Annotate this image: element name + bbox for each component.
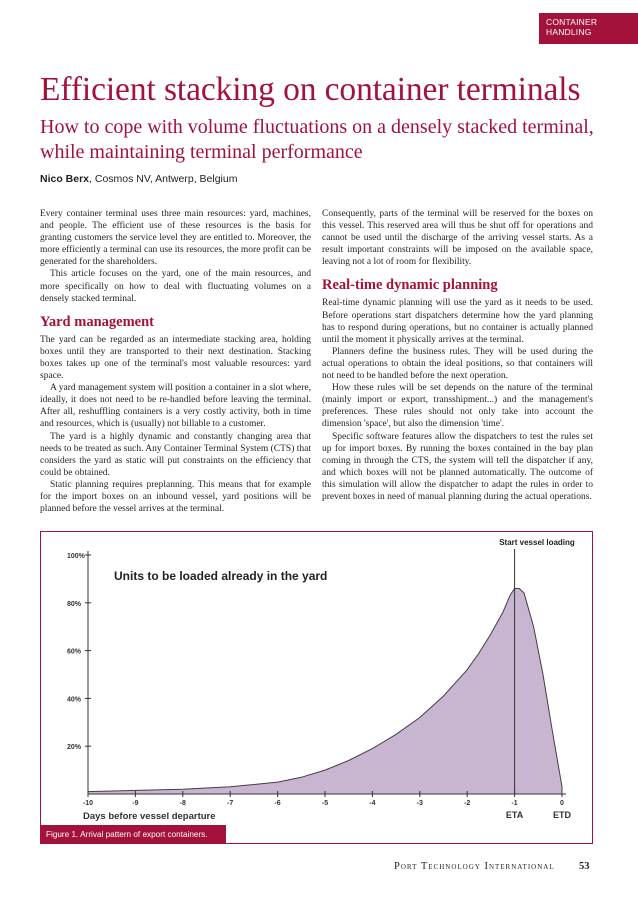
byline: [40, 173, 237, 185]
figure-caption: Figure 1. Arrival pattern of export containers.: [40, 825, 226, 844]
x-event-label: ETA: [505, 810, 524, 820]
y-tick-label: 100%: [67, 553, 85, 560]
y-tick-label: 80%: [67, 600, 82, 608]
start-loading-annotation: Start vessel loading: [499, 538, 575, 547]
x-tick-label: -3: [416, 800, 423, 807]
y-tick-label: 40%: [67, 696, 82, 704]
paragraph: Consequently, parts of the terminal will be reserved for the boxes on this vessel. This reserved area will thus be shut off for operations and cannot be used until the discharge of the arriving vessel starts. As a result important constraints will be imposed on the available space, leaving not a lot of room for flexibility.: [322, 209, 593, 268]
x-tick-label: -10: [82, 800, 94, 807]
chart-title: Units to be loaded already in the yard: [114, 569, 328, 583]
paragraph: A yard management system will position a container in a slot where, ideally, it does not need to be re-handled before leaving the terminal. After all, reshuffling containers is a very costly activity, both in time and resources, which is (usually) not billable to a customer.: [40, 383, 311, 430]
x-tick-label: -1: [511, 800, 518, 807]
x-tick-label: -2: [464, 800, 471, 807]
paragraph: The yard is a highly dynamic and constantly changing area that needs to be treated as such. Any Container Terminal System (CTS) that considers the yard as static will put constraints on the efficiency that could be obtained.: [40, 431, 311, 478]
x-tick-label: -4: [369, 800, 376, 807]
right-column: [322, 208, 593, 503]
paragraph: This article focuses on the yard, one of the main resources, and more specifically on how to deal with fluctuating volumes on a densely stacked terminal.: [40, 269, 311, 304]
page-number: 53: [579, 861, 590, 872]
section-heading-yard-management: Yard management: [40, 313, 154, 330]
paragraph: Static planning requires preplanning. This means that for example for the import boxes on an inbound vessel, yard positions will be planned before the vessel arrives at the terminal.: [40, 479, 311, 515]
section-tag: [539, 13, 638, 44]
x-axis-label: Days before vessel departure: [83, 811, 216, 822]
left-column: [40, 208, 311, 515]
series-area: [88, 589, 562, 795]
author-name: Nico Berx: [40, 173, 90, 185]
author-affiliation: , Cosmos NV, Antwerp, Belgium: [89, 173, 238, 185]
paragraph: Every container terminal uses three main resources: yard, machines, and people. The efficient use of these resources is the basis for granting customers the service level they are entitled to. Moreover, the more efficiently a terminal can use its resources, the more profit can be generated for the shareholders.: [40, 209, 311, 268]
x-tick-label: -8: [179, 800, 186, 807]
section-heading-real-time-planning: Real-time dynamic planning: [322, 277, 498, 294]
y-tick-label: 20%: [67, 744, 82, 752]
paragraph: Real-time dynamic planning will use the yard as it needs to be used. Before operations start dispatchers determine how the yard planning has to respond during operations, but no container is actually planned until the moment it physically arrives at the terminal.: [322, 298, 593, 345]
section-tag-line-2: HANDLING: [546, 27, 592, 37]
paragraph: Planners define the business rules. They will be used during the actual operations to obtain the ideal positions, so that containers will not need to be handled before the next operation.: [322, 346, 593, 382]
section-tag-line-1: CONTAINER: [546, 17, 598, 27]
article-subtitle: How to cope with volume fluctuations on a densely stacked terminal, while maintaining terminal performance: [40, 116, 594, 163]
x-tick-label: 0: [560, 800, 564, 807]
x-tick-label: -6: [274, 800, 281, 807]
x-tick-label: -7: [227, 800, 234, 807]
figure-1: [40, 531, 593, 844]
arrival-pattern-chart: [41, 532, 593, 844]
paragraph: How these rules will be set depends on the nature of the terminal (mainly import or export, transshipment...) and the management's preferences. These rules should not only take into account the dimension 'space', but also the dimension 'time'.: [322, 383, 593, 430]
footer-publication: Port Technology International: [394, 861, 555, 872]
x-tick-label: -9: [132, 800, 139, 807]
paragraph: Specific software features allow the dispatchers to test the rules set up for import boxes. By running the boxes contained in the bay plan coming in through the CTS, the system will tell the dispatcher if any, and which boxes will not be planned automatically. The outcome of this simulation will allow the dispatcher to adapt the rules in order to prevent boxes in need of manual planning during the actual operations.: [322, 431, 593, 502]
x-tick-label: -5: [321, 800, 329, 807]
article-title: Efficient stacking on container terminals: [40, 71, 581, 108]
paragraph: The yard can be regarded as an intermediate stacking area, holding boxes until they are transported to their next destination. Stacking boxes takes up one of the terminal's most valuable resources: yard space.: [40, 334, 311, 382]
x-event-label: ETD: [553, 810, 571, 820]
y-tick-label: 60%: [67, 648, 82, 656]
